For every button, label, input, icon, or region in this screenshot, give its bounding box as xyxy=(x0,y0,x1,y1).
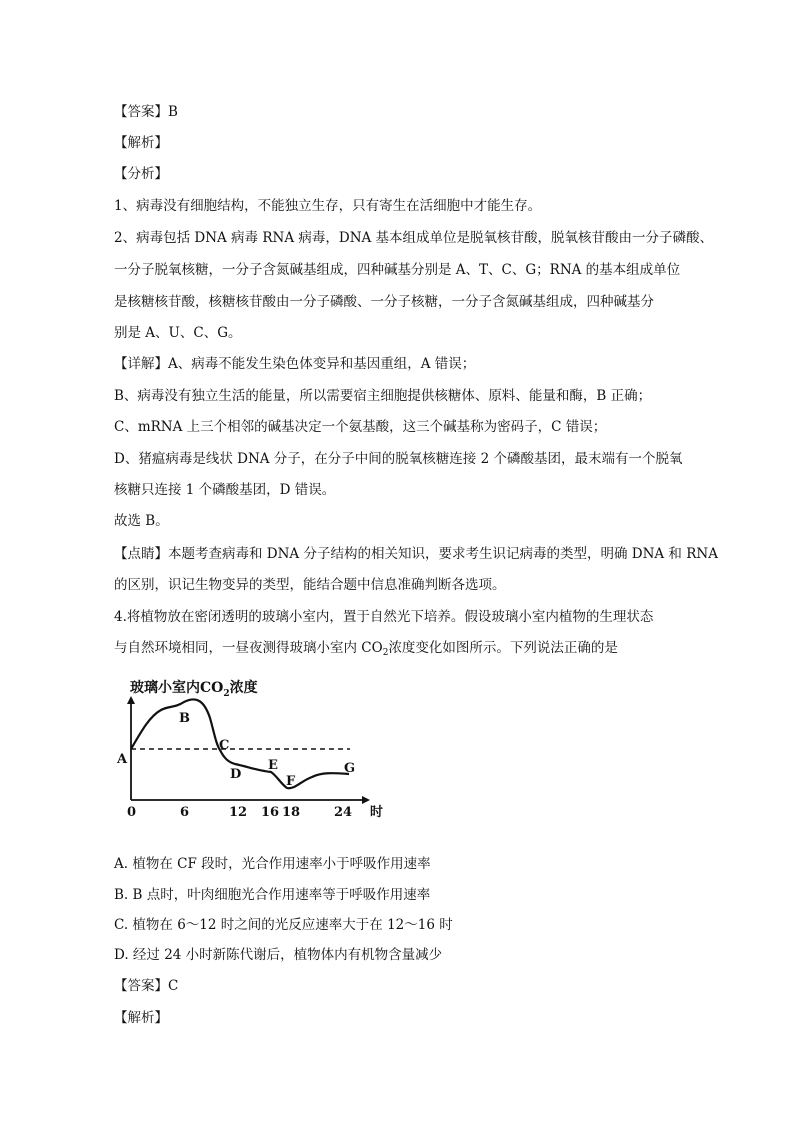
option-c: C. 植物在 6～12 时之间的光反应速率大于在 12～16 时 xyxy=(114,917,453,933)
point-label-c: C xyxy=(219,738,230,753)
option-a: A. 植物在 CF 段时，光合作用速率小于呼吸作用速率 xyxy=(114,856,431,872)
x-tick-6: 6 xyxy=(180,805,190,820)
x-tick-0: 0 xyxy=(127,805,137,820)
y-axis-arrow xyxy=(127,696,135,704)
answer-line: 【答案】B xyxy=(114,104,178,120)
text-line: 核糖只连接 1 个磷酸基团，D 错误。 xyxy=(114,482,336,498)
point-label-a: A xyxy=(117,752,128,767)
figure-title: 玻璃小室内$CO_2$浓度 xyxy=(130,680,258,699)
text-line: 2、病毒包括 DNA 病毒 RNA 病毒，DNA 基本组成单位是脱氧核苷酸，脱氧核苷酸由一分子磷酸、 xyxy=(114,230,714,246)
point-label-b: B xyxy=(179,711,190,726)
point-label-e: E xyxy=(268,758,278,773)
text-line: 一分子脱氧核糖，一分子含氮碱基组成，四种碱基分别是 A、T、C、G；RNA 的基本组成单位 xyxy=(114,262,681,278)
point-label-g: G xyxy=(344,761,356,776)
x-axis-arrow xyxy=(362,796,370,804)
x-tick-24: 24 xyxy=(334,805,353,820)
text-line: 的区别，识记生物变异的类型，能结合题中信息准确判断各选项。 xyxy=(114,577,506,593)
text-line: B、病毒没有独立生活的能量，所以需要宿主细胞提供核糖体、原料、能量和酶，B 正确； xyxy=(114,388,652,404)
question-line xyxy=(114,639,618,662)
question-line: 4.将植物放在密闭透明的玻璃小室内，置于自然光下培养。假设玻璃小室内植物的生理状态 xyxy=(114,609,654,625)
analysis-heading: 【解析】 xyxy=(114,135,168,151)
x-tick-18: 18 xyxy=(282,805,301,820)
x-tick-16: 16 xyxy=(261,805,280,820)
analysis-sub-heading: 【分析】 xyxy=(114,166,168,182)
question-text-a: 与自然环境相同，一昼夜测得玻璃小室内 CO xyxy=(114,640,383,656)
point-label-d: D xyxy=(230,767,242,782)
question-text-b: 浓度变化如图所示。下列说法正确的是 xyxy=(388,640,618,656)
analysis-heading: 【解析】 xyxy=(114,1010,168,1026)
co2-curve-figure xyxy=(112,672,412,822)
text-line: 是核糖核苷酸，核糖核苷酸由一分子磷酸、一分子核糖，一分子含氮碱基组成，四种碱基分 xyxy=(114,294,654,310)
detail-line: 【详解】A、病毒不能发生染色体变异和基因重组，A 错误； xyxy=(114,356,476,372)
question-subscript: 2 xyxy=(382,648,389,658)
x-unit-label: 时 xyxy=(370,805,384,820)
option-d: D. 经过 24 小时新陈代谢后，植物体内有机物含量减少 xyxy=(114,947,443,963)
choice-line: 故选 B。 xyxy=(114,513,169,529)
option-b: B. B 点时，叶肉细胞光合作用速率等于呼吸作用速率 xyxy=(114,887,431,903)
answer-line: 【答案】C xyxy=(114,978,179,994)
point-label-f: F xyxy=(286,774,296,789)
x-tick-12: 12 xyxy=(229,805,248,820)
text-line: 1、病毒没有细胞结构，不能独立生存，只有寄生在活细胞中才能生存。 xyxy=(114,198,542,214)
comment-line: 【点睛】本题考查病毒和 DNA 分子结构的相关知识，要求考生识记病毒的类型，明确 DNA 和 RNA xyxy=(114,546,718,562)
text-line: 别是 A、U、C、G。 xyxy=(114,325,242,341)
text-line: D、猪瘟病毒是线状 DNA 分子，在分子中间的脱氧核糖连接 2 个磷酸基团，最末端有一个脱氧 xyxy=(114,451,683,467)
text-line: C、mRNA 上三个相邻的碱基决定一个氨基酸，这三个碱基称为密码子，C 错误； xyxy=(114,419,607,435)
